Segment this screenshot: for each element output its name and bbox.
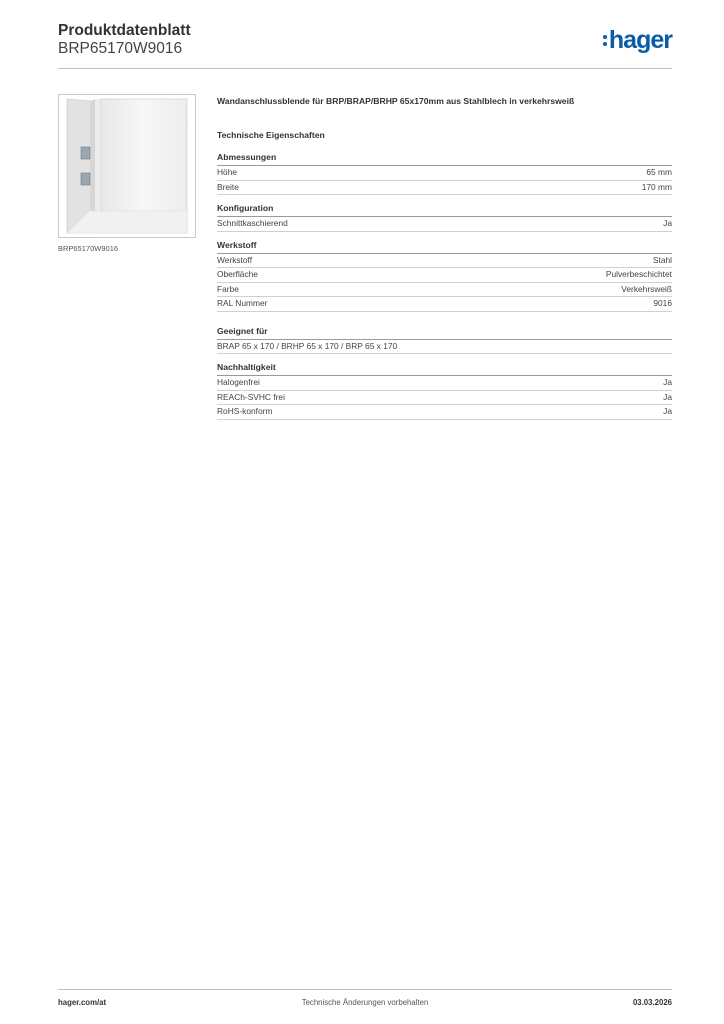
table-row xyxy=(217,405,672,420)
table-row xyxy=(217,268,672,283)
footer-date: 03.03.2026 xyxy=(632,998,672,1007)
row-value: Ja xyxy=(663,391,672,402)
group-title: Nachhaltigkeit xyxy=(217,362,672,376)
product-code: BRP65170W9016 xyxy=(58,40,183,57)
table-row xyxy=(217,254,672,269)
section-title: Technische Eigenschaften xyxy=(217,130,325,140)
product-description: Wandanschlussblende für BRP/BRAP/BRHP 65x170mm aus Stahlblech in verkehrsweiß xyxy=(217,96,575,106)
row-label: Halogenfrei xyxy=(217,377,260,387)
row-value: Ja xyxy=(663,406,672,416)
row-label: RoHS-konform xyxy=(217,406,273,416)
document-header xyxy=(58,20,672,70)
document-title: Produktdatenblatt xyxy=(58,22,191,39)
row-value: 65 mm xyxy=(646,167,672,177)
table-row xyxy=(217,217,672,232)
row-value: 9016 xyxy=(653,298,672,308)
header-divider xyxy=(58,68,672,69)
table-row xyxy=(217,376,672,391)
row-label: Farbe xyxy=(217,283,239,294)
row-label: REACh-SVHC frei xyxy=(217,391,285,402)
product-details xyxy=(217,96,672,428)
table-row xyxy=(217,391,672,406)
group-material xyxy=(217,240,672,312)
footer-divider xyxy=(58,989,672,990)
group-sustainability xyxy=(217,362,672,420)
table-row xyxy=(217,297,672,312)
row-value: Verkehrsweiß xyxy=(621,283,672,294)
row-label: Oberfläche xyxy=(217,269,258,279)
row-value: Ja xyxy=(663,377,672,387)
row-label: Schnittkaschierend xyxy=(217,218,288,228)
row-label: Höhe xyxy=(217,167,238,177)
row-value: Pulverbeschichtet xyxy=(605,269,672,279)
row-value: 170 mm xyxy=(641,181,672,192)
row-label: Werkstoff xyxy=(217,254,253,265)
table-row xyxy=(217,283,672,298)
group-title: Geeignet für xyxy=(217,326,672,340)
row-value: Ja xyxy=(663,218,672,228)
cover-plate-illustration xyxy=(59,95,195,237)
row-value: Stahl xyxy=(652,254,672,265)
logo-text: hager xyxy=(608,26,672,54)
row-label: RAL Nummer xyxy=(217,298,268,308)
row-label: BRAP 65 x 170 / BRHP 65 x 170 / BRP 65 x 170 xyxy=(217,340,398,351)
group-configuration xyxy=(217,203,672,232)
group-title: Konfiguration xyxy=(217,203,672,217)
row-label: Breite xyxy=(217,181,239,192)
logo-dots-icon xyxy=(603,34,607,48)
footer-website: hager.com/at xyxy=(58,998,107,1007)
group-dimensions xyxy=(217,152,672,195)
table-row xyxy=(217,181,672,196)
group-title: Werkstoff xyxy=(217,240,672,254)
hager-logo xyxy=(603,28,672,53)
footer-disclaimer: Technische Änderungen vorbehalten xyxy=(301,998,429,1007)
group-suitable-for xyxy=(217,326,672,355)
group-title: Abmessungen xyxy=(217,152,672,166)
table-row xyxy=(217,166,672,181)
image-caption: BRP65170W9016 xyxy=(58,244,119,253)
product-image xyxy=(58,94,196,238)
table-row xyxy=(217,340,672,355)
